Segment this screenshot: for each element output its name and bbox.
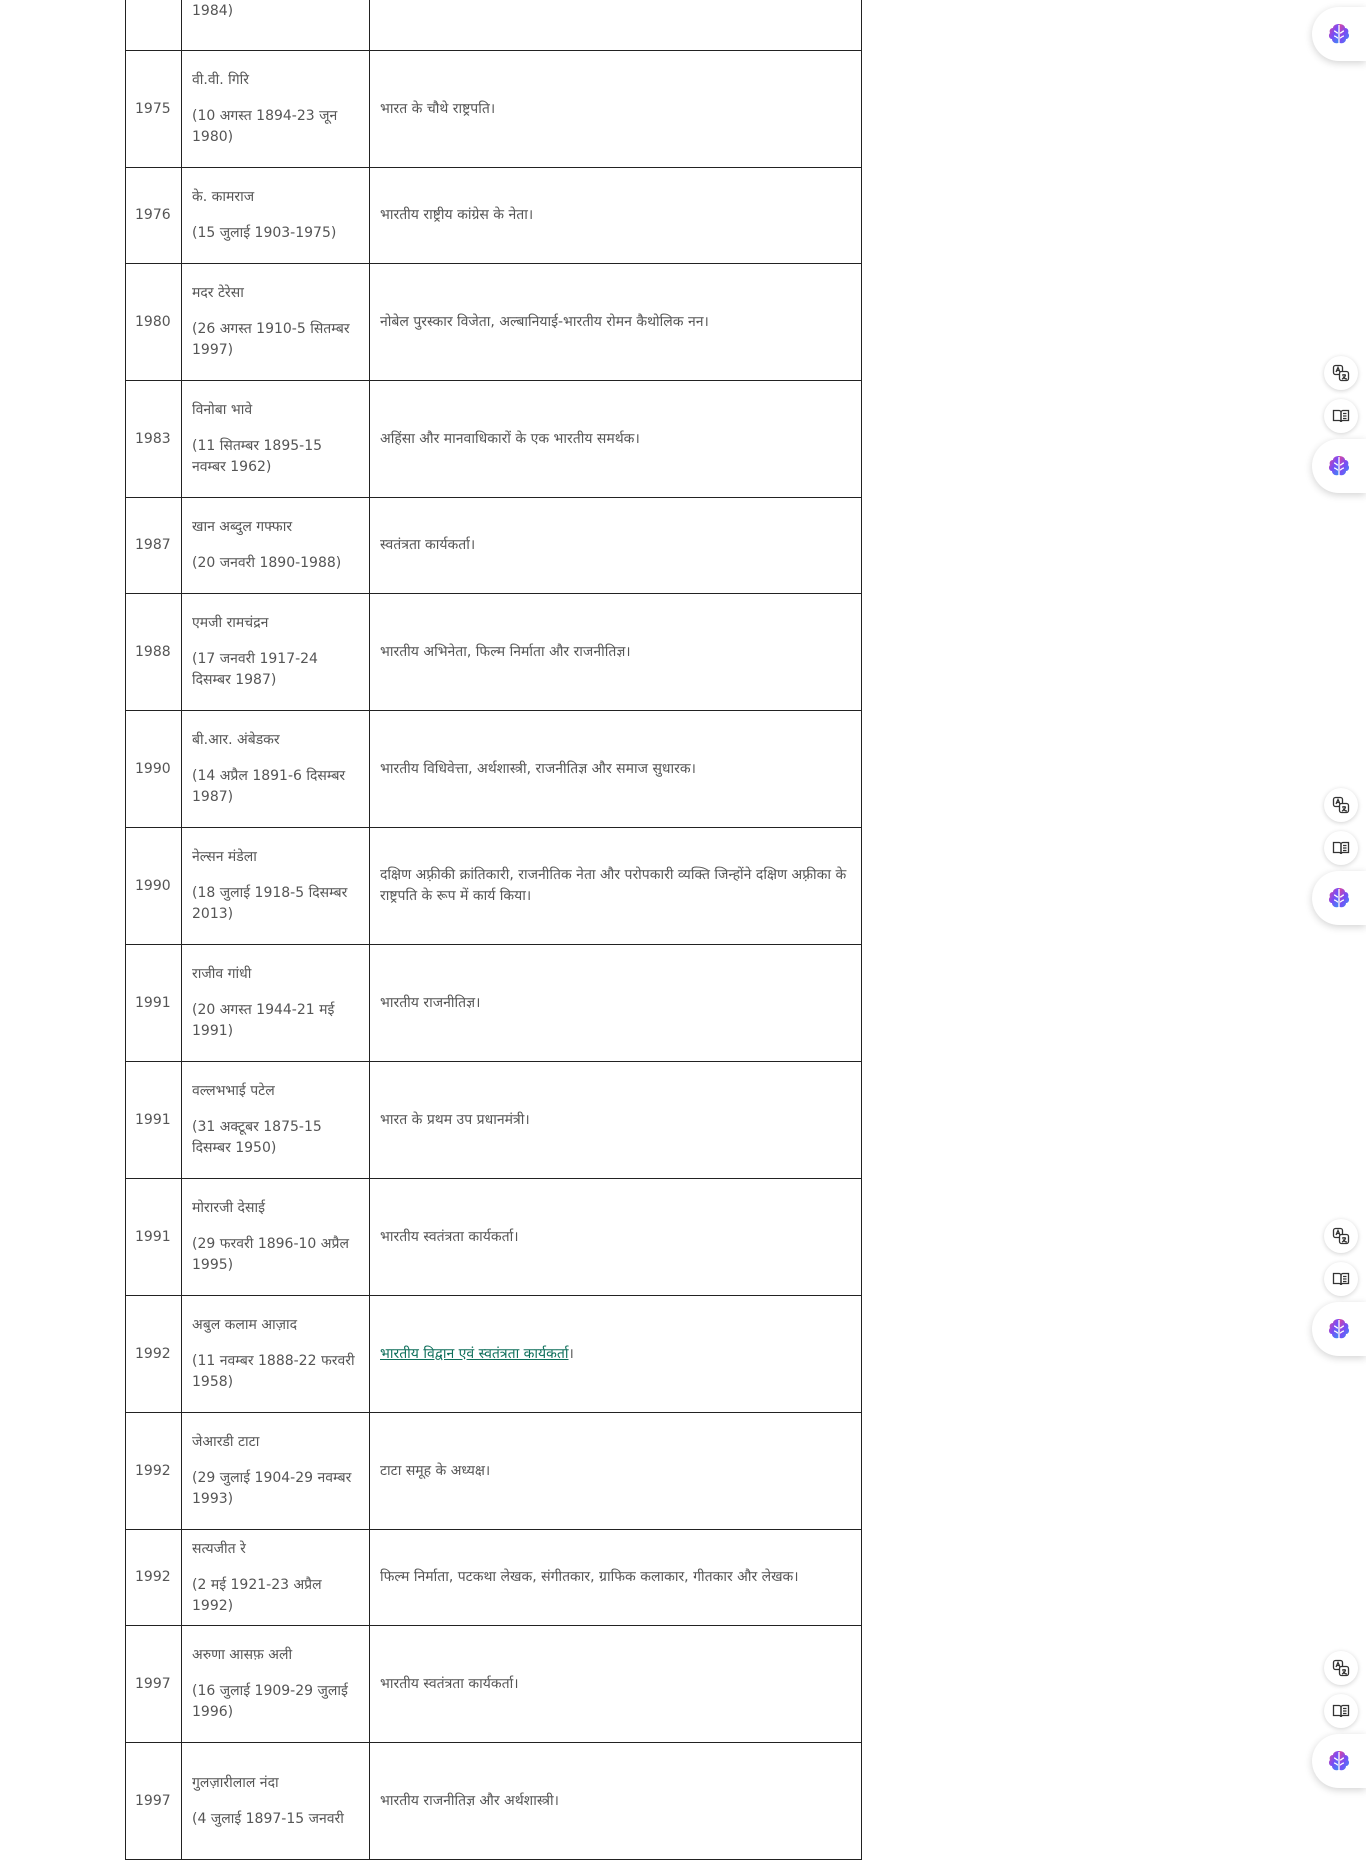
reader-icon[interactable] — [1324, 1694, 1358, 1728]
table-row — [126, 1296, 862, 1413]
description-cell — [370, 711, 862, 828]
recipient-name: मदर टेरेसा — [192, 285, 244, 301]
recipient-name: के. कामराज — [192, 189, 255, 205]
award-year-cell: 1987 — [126, 498, 182, 594]
awards-table — [125, 0, 862, 1860]
recipient-name: गुलज़ारीलाल नंदा — [192, 1774, 279, 1791]
recipient-name: एमजी रामचंद्रन — [192, 615, 269, 631]
recipient-cell — [182, 51, 370, 168]
award-year-cell: 1983 — [126, 381, 182, 498]
recipient-name: वी.वी. गिरि — [192, 72, 250, 88]
recipient-name: नेल्सन मंडेला — [192, 849, 257, 865]
recipient-cell — [182, 1743, 370, 1860]
description-text: भारतीय अभिनेता, फिल्म निर्माता और राजनीतिज्ञ। — [380, 643, 631, 660]
recipient-lifespan: (31 अक्टूबर 1875-15 दिसम्बर 1950) — [192, 1119, 322, 1156]
description-cell — [370, 1743, 862, 1860]
award-year-cell: 1976 — [126, 168, 182, 264]
recipient-cell — [182, 498, 370, 594]
recipient-cell — [182, 381, 370, 498]
table-row — [126, 0, 862, 51]
translate-icon[interactable] — [1324, 1219, 1358, 1253]
description-text: अहिंसा और मानवाधिकारों के एक भारतीय समर्थक। — [380, 430, 640, 447]
recipient-cell — [182, 945, 370, 1062]
table-row — [126, 1530, 862, 1626]
award-year-cell — [126, 0, 182, 51]
description-text: भारतीय स्वतंत्रता कार्यकर्ता। — [380, 1228, 519, 1245]
brain-ai-icon[interactable] — [1312, 1302, 1366, 1356]
recipient-cell — [182, 1413, 370, 1530]
recipient-lifespan: (14 अप्रैल 1891-6 दिसम्बर 1987) — [192, 768, 346, 805]
recipient-cell — [182, 1296, 370, 1413]
recipient-name: मोरारजी देसाई — [192, 1200, 265, 1216]
brain-ai-icon[interactable] — [1312, 871, 1366, 925]
table-row — [126, 594, 862, 711]
recipient-cell — [182, 828, 370, 945]
description-cell — [370, 0, 862, 51]
recipient-lifespan: (26 अगस्त 1910-5 सितम्बर 1997) — [192, 321, 350, 358]
recipient-lifespan: (11 सितम्बर 1895-15 नवम्बर 1962) — [192, 438, 323, 475]
description-text: स्वतंत्रता कार्यकर्ता। — [380, 537, 476, 553]
description-text: भारतीय राजनीतिज्ञ और अर्थशास्त्री। — [380, 1792, 559, 1809]
award-year-cell: 1991 — [126, 945, 182, 1062]
reader-icon[interactable] — [1324, 1262, 1358, 1296]
recipient-cell — [182, 1530, 370, 1626]
description-text: भारतीय स्वतंत्रता कार्यकर्ता। — [380, 1675, 519, 1692]
description-cell — [370, 264, 862, 381]
description-text: भारत के चौथे राष्ट्रपति। — [380, 100, 496, 117]
recipient-lifespan: (11 नवम्बर 1888-22 फरवरी 1958) — [192, 1353, 355, 1390]
award-year-cell: 1988 — [126, 594, 182, 711]
table-row — [126, 498, 862, 594]
recipient-cell — [182, 1179, 370, 1296]
table-row — [126, 828, 862, 945]
recipient-lifespan: (10 अगस्त 1894-23 जून 1980) — [192, 108, 338, 145]
reader-icon[interactable] — [1324, 399, 1358, 433]
award-year-cell: 1975 — [126, 51, 182, 168]
description-cell — [370, 1530, 862, 1626]
award-year-cell: 1992 — [126, 1413, 182, 1530]
award-year-cell: 1991 — [126, 1179, 182, 1296]
recipient-cell — [182, 168, 370, 264]
recipient-cell — [182, 0, 370, 51]
translate-icon[interactable] — [1324, 1651, 1358, 1685]
recipient-cell — [182, 264, 370, 381]
recipient-lifespan: (15 जुलाई 1903-1975) — [192, 225, 337, 241]
table-row — [126, 945, 862, 1062]
recipient-name: जेआरडी टाटा — [192, 1434, 260, 1450]
recipient-name: वल्लभभाई पटेल — [192, 1083, 275, 1099]
description-cell — [370, 168, 862, 264]
awards-table-body — [126, 0, 862, 1860]
recipient-cell — [182, 1626, 370, 1743]
description-text: दक्षिण अफ़्रीकी क्रांतिकारी, राजनीतिक नेता और परोपकारी व्यक्ति जिन्होंने दक्षिण अफ़्रीका के राष्ट्रपति के रूप में कार्य किया। — [380, 867, 847, 904]
recipient-name: खान अब्दुल गफ्फार — [192, 519, 293, 535]
description-text: भारतीय राजनीतिज्ञ। — [380, 994, 481, 1011]
recipient-name: राजीव गांधी — [192, 966, 252, 982]
description-text: भारतीय विधिवेत्ता, अर्थशास्त्री, राजनीतिज्ञ और समाज सुधारक। — [380, 760, 696, 777]
recipient-lifespan: 1984) — [192, 3, 234, 19]
table-row — [126, 381, 862, 498]
description-text: नोबेल पुरस्कार विजेता, अल्बानियाई-भारतीय रोमन कैथोलिक नन। — [380, 313, 709, 330]
description-cell — [370, 1413, 862, 1530]
award-year-cell: 1997 — [126, 1743, 182, 1860]
table-row — [126, 264, 862, 381]
recipient-name: बी.आर. अंबेडकर — [192, 732, 280, 748]
description-cell — [370, 381, 862, 498]
recipient-cell — [182, 594, 370, 711]
recipient-lifespan: (29 फरवरी 1896-10 अप्रैल 1995) — [192, 1236, 349, 1273]
recipient-name: विनोबा भावे — [192, 402, 253, 418]
description-link[interactable]: भारतीय विद्वान एवं स्वतंत्रता कार्यकर्ता — [380, 1345, 569, 1362]
description-text: भारत के प्रथम उप प्रधानमंत्री। — [380, 1111, 530, 1128]
description-text: टाटा समूह के अध्यक्ष। — [380, 1462, 491, 1479]
award-year-cell: 1980 — [126, 264, 182, 381]
award-year-cell: 1997 — [126, 1626, 182, 1743]
description-cell — [370, 828, 862, 945]
table-row — [126, 1626, 862, 1743]
table-row — [126, 1743, 862, 1860]
table-row — [126, 1179, 862, 1296]
recipient-name: अबुल कलाम आज़ाद — [192, 1317, 298, 1333]
description-text: फिल्म निर्माता, पटकथा लेखक, संगीतकार, ग्राफिक कलाकार, गीतकार और लेखक। — [380, 1569, 799, 1585]
table-row — [126, 1062, 862, 1179]
reader-icon[interactable] — [1324, 831, 1358, 865]
award-year-cell: 1992 — [126, 1530, 182, 1626]
description-suffix: । — [568, 1345, 574, 1362]
description-cell — [370, 594, 862, 711]
recipient-lifespan: (4 जुलाई 1897-15 जनवरी — [192, 1810, 344, 1827]
description-cell — [370, 1296, 862, 1413]
table-row — [126, 51, 862, 168]
brain-ai-icon[interactable] — [1312, 439, 1366, 493]
recipient-name: अरुणा आसफ़ अली — [192, 1647, 293, 1663]
recipient-lifespan: (16 जुलाई 1909-29 जुलाई 1996) — [192, 1683, 348, 1720]
recipient-lifespan: (20 जनवरी 1890-1988) — [192, 555, 342, 571]
table-row — [126, 1413, 862, 1530]
recipient-lifespan: (2 मई 1921-23 अप्रैल 1992) — [192, 1576, 322, 1614]
translate-icon[interactable] — [1324, 788, 1358, 822]
brain-ai-icon[interactable] — [1312, 7, 1366, 61]
description-cell — [370, 51, 862, 168]
award-year-cell: 1992 — [126, 1296, 182, 1413]
recipient-name: सत्यजीत रे — [192, 1540, 246, 1557]
description-text: भारतीय राष्ट्रीय कांग्रेस के नेता। — [380, 207, 534, 223]
description-cell — [370, 945, 862, 1062]
brain-ai-icon[interactable] — [1312, 1734, 1366, 1788]
description-cell — [370, 498, 862, 594]
table-row — [126, 711, 862, 828]
description-cell — [370, 1179, 862, 1296]
recipient-lifespan: (29 जुलाई 1904-29 नवम्बर 1993) — [192, 1470, 352, 1507]
recipient-lifespan: (20 अगस्त 1944-21 मई 1991) — [192, 1002, 335, 1039]
awards-table-container — [125, 0, 861, 1860]
recipient-cell — [182, 711, 370, 828]
award-year-cell: 1991 — [126, 1062, 182, 1179]
award-year-cell: 1990 — [126, 711, 182, 828]
recipient-lifespan: (18 जुलाई 1918-5 दिसम्बर 2013) — [192, 885, 348, 922]
recipient-lifespan: (17 जनवरी 1917-24 दिसम्बर 1987) — [192, 651, 318, 688]
description-cell — [370, 1062, 862, 1179]
translate-icon[interactable] — [1324, 356, 1358, 390]
description-cell — [370, 1626, 862, 1743]
recipient-cell — [182, 1062, 370, 1179]
award-year-cell: 1990 — [126, 828, 182, 945]
side-toolbar — [1306, 0, 1366, 1795]
table-row — [126, 168, 862, 264]
